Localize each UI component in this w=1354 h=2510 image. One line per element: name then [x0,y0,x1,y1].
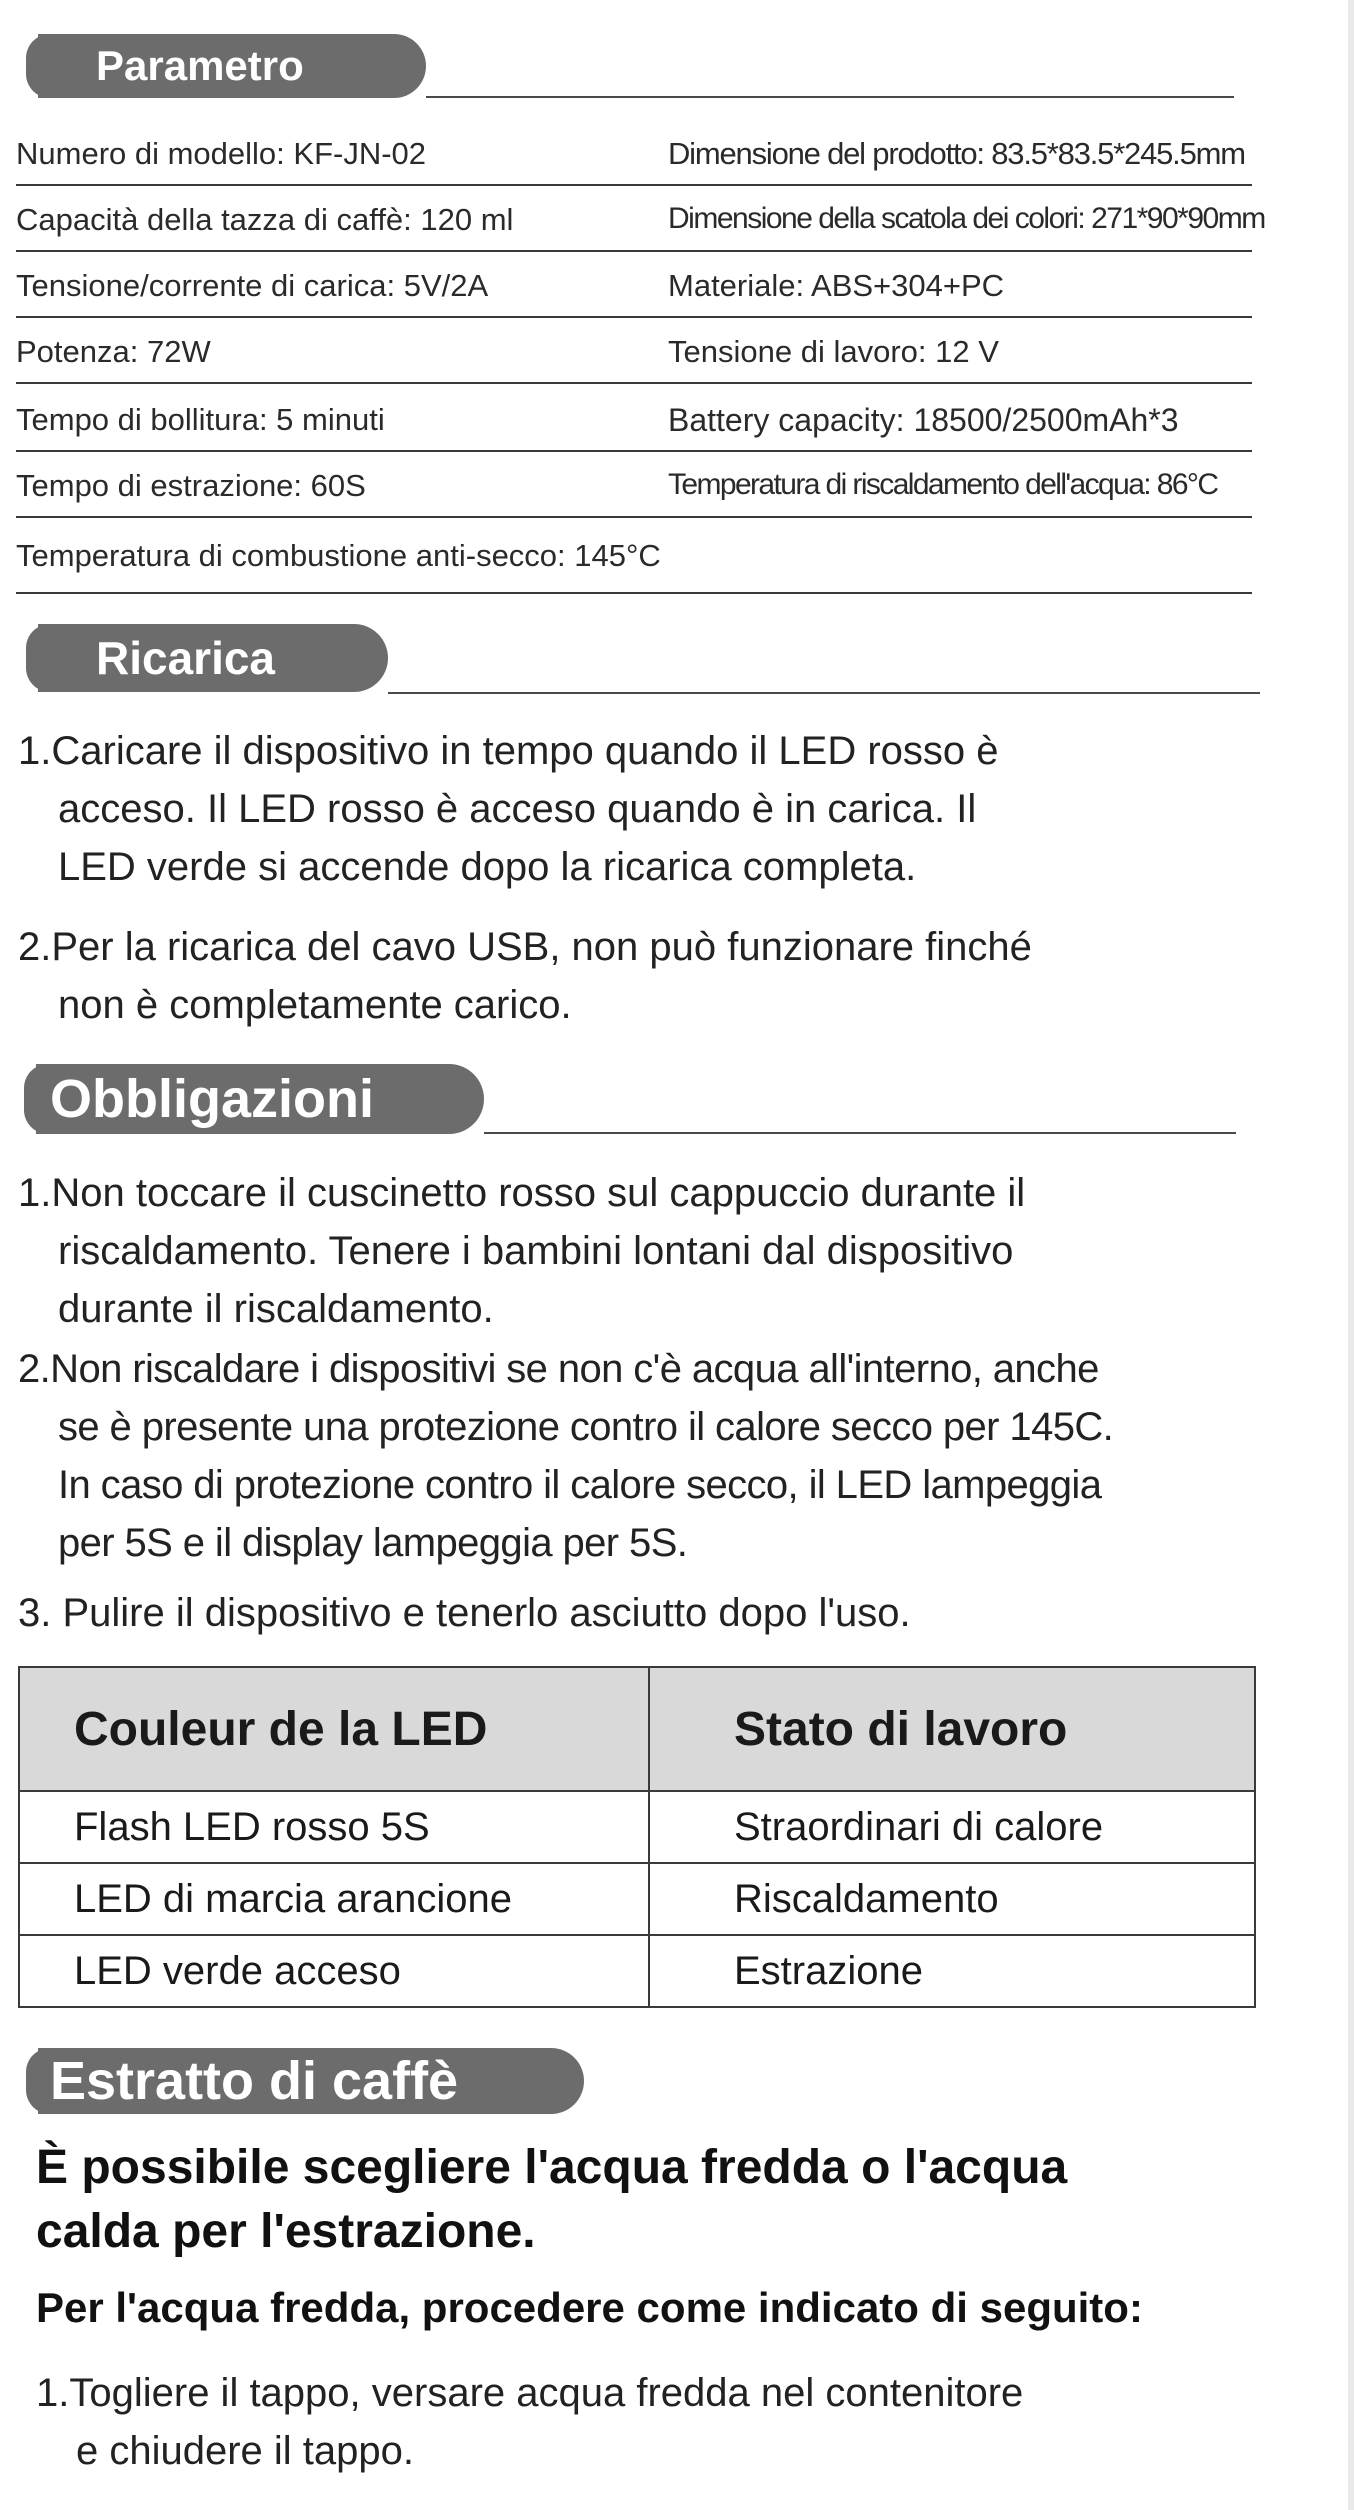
obbligazioni-item-2-line-1: 2.Non riscaldare i dispositivi se non c'è acqua all'interno, anche [18,1347,1099,1391]
param-water-temp: Temperatura di riscaldamento dell'acqua: 86°C [668,468,1218,501]
param-row-3 [16,252,1252,318]
obbligazioni-rule [484,1132,1236,1134]
section-title-parametro [38,34,426,98]
section-title-parametro-text: Parametro [96,42,304,89]
param-row-4 [16,318,1252,384]
section-title-ricarica [38,624,388,692]
estratto-item-1-line-2: e chiudere il tappo. [76,2429,415,2473]
led-table-header-state: Stato di lavoro [649,1667,1255,1791]
led-color-cell: LED di marcia arancione [19,1863,649,1935]
obbligazioni-item-1-line-1: 1.Non toccare il cuscinetto rosso sul cappuccio durante il [18,1171,1026,1215]
obbligazioni-item-2 [18,1340,1318,1572]
ricarica-item-1-line-3: LED verde si accende dopo la ricarica completa. [58,845,917,889]
obbligazioni-item-3-line-1: 3. Pulire il dispositivo e tenerlo asciutto dopo l'uso. [18,1591,911,1635]
led-status-table [18,1666,1256,2008]
param-cup-capacity: Capacità della tazza di caffè: 120 ml [16,202,514,237]
param-charge-voltage: Tensione/corrente di carica: 5V/2A [16,268,489,303]
led-state-cell: Straordinari di calore [649,1791,1255,1863]
ricarica-item-1-line-2: acceso. Il LED rosso è acceso quando è in carica. Il [58,787,977,831]
obbligazioni-item-2-line-4: per 5S e il display lampeggia per 5S. [58,1521,688,1565]
param-boil-time: Tempo di bollitura: 5 minuti [16,402,385,437]
param-row-6 [16,452,1252,518]
table-row [19,1791,1255,1863]
param-material: Materiale: ABS+304+PC [668,268,1005,303]
param-row-7 [16,522,1252,594]
ricarica-item-1 [18,722,1318,896]
obbligazioni-item-2-line-2: se è presente una protezione contro il calore secco per 145C. [58,1405,1114,1449]
obbligazioni-item-1-line-3: durante il riscaldamento. [58,1287,494,1331]
estratto-cold-water-heading: Per l'acqua fredda, procedere come indicato di seguito: [36,2284,1143,2331]
led-color-cell: Flash LED rosso 5S [19,1791,649,1863]
param-battery: Battery capacity: 18500/2500mAh*3 [668,402,1179,438]
ricarica-rule [388,692,1260,694]
ricarica-item-1-line-1: 1.Caricare il dispositivo in tempo quando il LED rosso è [18,729,999,773]
led-table-header-row [19,1667,1255,1791]
led-color-cell: LED verde acceso [19,1935,649,2007]
estratto-item-1 [36,2364,1336,2480]
obbligazioni-item-1-line-2: riscaldamento. Tenere i bambini lontani dal dispositivo [58,1229,1014,1273]
estratto-item-1-line-1: 1.Togliere il tappo, versare acqua fredda nel contenitore [36,2371,1024,2415]
param-row-5 [16,386,1252,452]
param-row-1 [16,120,1252,186]
parametro-rule [426,96,1234,98]
table-row [19,1935,1255,2007]
param-row-2 [16,186,1265,252]
section-title-estratto [38,2048,584,2114]
ricarica-item-2-line-2: non è completamente carico. [58,983,572,1027]
param-model: Numero di modello: KF-JN-02 [16,136,427,171]
param-power: Potenza: 72W [16,334,211,369]
section-title-estratto-text: Estratto di caffè [50,2051,459,2111]
led-state-cell: Estrazione [649,1935,1255,2007]
page-edge [1348,0,1354,2510]
table-row [19,1863,1255,1935]
param-product-size: Dimensione del prodotto: 83.5*83.5*245.5mm [668,136,1245,171]
obbligazioni-item-1 [18,1164,1318,1338]
param-extraction-time: Tempo di estrazione: 60S [16,468,366,503]
estratto-intro-line-2: calda per l'estrazione. [36,2205,536,2258]
ricarica-item-2-line-1: 2.Per la ricarica del cavo USB, non può funzionare finché [18,925,1032,969]
section-title-obbligazioni-text: Obbligazioni [50,1069,374,1129]
estratto-intro-line-1: È possibile scegliere l'acqua fredda o l'acqua [36,2141,1068,2194]
led-state-cell: Riscaldamento [649,1863,1255,1935]
led-table-header-color: Couleur de la LED [19,1667,649,1791]
ricarica-item-2 [18,918,1318,1034]
param-working-voltage: Tensione di lavoro: 12 V [668,334,999,369]
section-title-obbligazioni [36,1064,484,1134]
obbligazioni-item-3 [18,1584,1318,1642]
param-box-size: Dimensione della scatola dei colori: 271*90*90mm [668,202,1265,235]
param-anti-dry-temp: Temperatura di combustione anti-secco: 145°C [16,538,661,573]
section-title-ricarica-text: Ricarica [96,632,276,684]
obbligazioni-item-2-line-3: In caso di protezione contro il calore secco, il LED lampeggia [58,1463,1102,1507]
